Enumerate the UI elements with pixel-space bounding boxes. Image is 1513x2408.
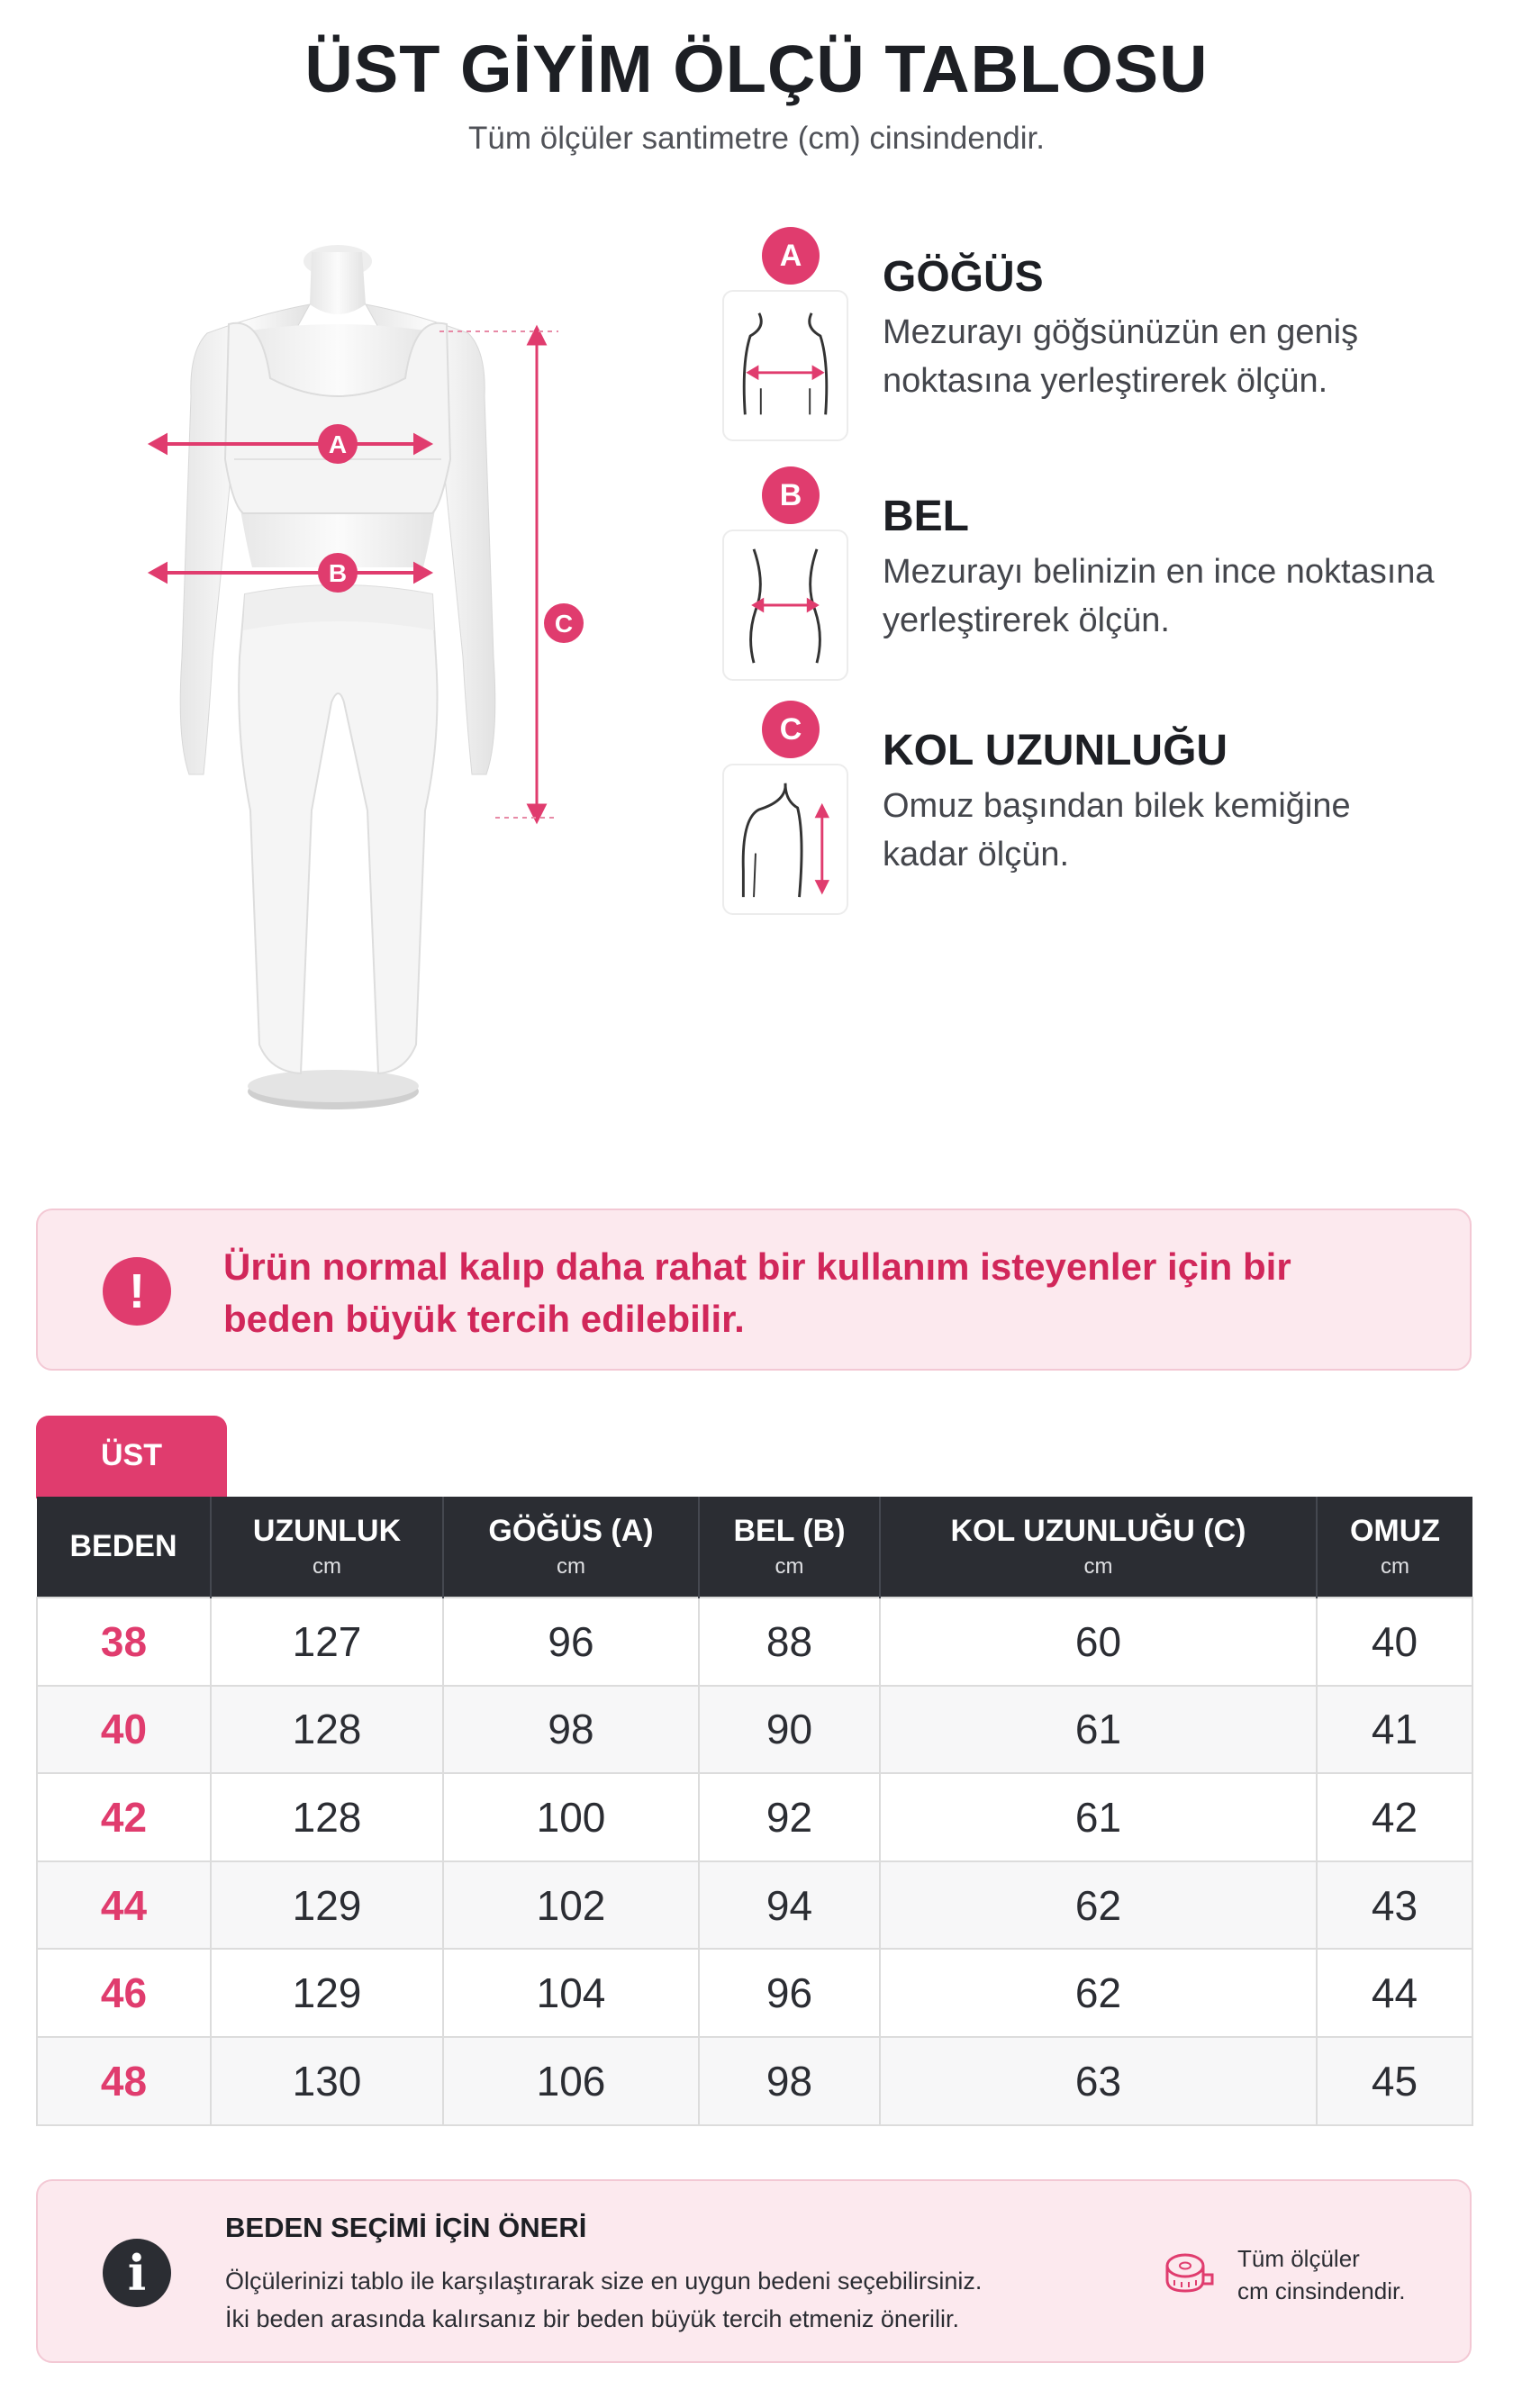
table-row — [37, 2037, 1472, 2125]
size-table — [36, 1497, 1473, 2126]
guide-badge-c: C — [762, 701, 820, 758]
guide-desc-line: yerleştirerek ölçün. — [883, 602, 1170, 639]
notice-line: Ürün normal kalıp daha rahat bir kullanım isteyenler için bir — [223, 1245, 1291, 1288]
table-cell: 102 — [443, 1861, 699, 1950]
table-cell: 63 — [880, 2037, 1317, 2125]
recommendation-title: BEDEN SEÇİMİ İÇİN ÖNERİ — [225, 2212, 587, 2243]
chest-measure-icon — [722, 290, 848, 441]
table-row — [37, 1598, 1472, 1686]
table-cell: 128 — [211, 1686, 443, 1774]
guide-arm — [722, 701, 1461, 917]
guide-desc-line: Omuz başından bilek kemiğine — [883, 787, 1351, 825]
notice-text — [223, 1241, 1421, 1345]
guide-desc-line: Mezurayı göğsünüzün en geniş — [883, 313, 1359, 351]
table-cell: 96 — [699, 1949, 880, 2037]
header-unit: cm — [557, 1554, 585, 1579]
guide-title-waist: BEL — [883, 493, 969, 540]
table-cell: 41 — [1317, 1686, 1472, 1774]
header-unit: cm — [313, 1554, 341, 1579]
recommendation-line: Ölçülerinizi tablo ile karşılaştırarak size en uygun bedeni seçebilirsiniz. — [225, 2268, 983, 2295]
header-label: BEL (B) — [733, 1514, 846, 1548]
header-label: UZUNLUK — [252, 1514, 402, 1548]
table-cell: 42 — [1317, 1773, 1472, 1861]
guide-badge-a: A — [762, 227, 820, 285]
header-bel — [699, 1497, 880, 1598]
arm-length-icon — [722, 764, 848, 915]
page-title: ÜST GİYİM ÖLÇÜ TABLOSU — [304, 32, 1209, 106]
guide-desc-chest — [883, 308, 1477, 405]
header-unit: cm — [775, 1554, 804, 1579]
figure-label-a: A — [328, 430, 348, 458]
guide-title-chest: GÖĞÜS — [883, 253, 1044, 301]
guide-desc-line: noktasına yerleştirerek ölçün. — [883, 362, 1328, 400]
header-label: BEDEN — [69, 1529, 177, 1563]
table-header-row — [37, 1497, 1472, 1598]
size-recommendation — [36, 2179, 1472, 2363]
table-cell: 128 — [211, 1773, 443, 1861]
header-beden — [37, 1497, 211, 1598]
table-cell: 62 — [880, 1949, 1317, 2037]
table-cell: 130 — [211, 2037, 443, 2125]
table-cell: 92 — [699, 1773, 880, 1861]
table-cell: 60 — [880, 1598, 1317, 1686]
header-label: OMUZ — [1349, 1514, 1441, 1548]
table-cell: 104 — [443, 1949, 699, 2037]
table-cell: 45 — [1317, 2037, 1472, 2125]
table-cell: 127 — [211, 1598, 443, 1686]
size-cell: 48 — [37, 2037, 211, 2125]
unit-note-line: cm cinsindendir. — [1237, 2277, 1406, 2304]
guide-desc-line: Mezurayı belinizin en ince noktasına — [883, 553, 1435, 591]
table-cell: 106 — [443, 2037, 699, 2125]
recommendation-line: İki beden arasında kalırsanız bir beden büyük tercih etmeniz önerilir. — [225, 2305, 959, 2332]
measuring-tape-icon — [1164, 2248, 1214, 2298]
size-cell: 40 — [37, 1686, 211, 1774]
table-cell: 40 — [1317, 1598, 1472, 1686]
header-unit: cm — [1083, 1554, 1113, 1579]
table-cell: 61 — [880, 1686, 1317, 1774]
header-unit: cm — [1381, 1554, 1409, 1579]
figure-label-b: B — [328, 559, 348, 587]
table-row — [37, 1773, 1472, 1861]
table-cell: 98 — [699, 2037, 880, 2125]
notice-line: beden büyük tercih edilebilir. — [223, 1298, 745, 1340]
page-subtitle: Tüm ölçüler santimetre (cm) cinsindendir. — [468, 121, 1045, 156]
header-kol-uzunlugu — [880, 1497, 1317, 1598]
guide-badge-b: B — [762, 466, 820, 524]
table-cell: 94 — [699, 1861, 880, 1950]
mannequin-illustration — [135, 234, 603, 1135]
table-cell: 90 — [699, 1686, 880, 1774]
table-cell: 100 — [443, 1773, 699, 1861]
table-cell: 62 — [880, 1861, 1317, 1950]
guide-desc-arm — [883, 782, 1477, 879]
table-cell: 44 — [1317, 1949, 1472, 2037]
table-row — [37, 1861, 1472, 1950]
guide-desc-waist — [883, 548, 1477, 645]
exclamation-icon: ! — [103, 1257, 171, 1326]
size-notice — [36, 1209, 1472, 1371]
unit-note-line: Tüm ölçüler — [1237, 2245, 1360, 2272]
size-cell: 42 — [37, 1773, 211, 1861]
guide-title-arm: KOL UZUNLUĞU — [883, 727, 1228, 774]
recommendation-text — [225, 2262, 982, 2338]
table-row — [37, 1686, 1472, 1774]
header-label: GÖĞÜS (A) — [488, 1514, 654, 1548]
size-cell: 44 — [37, 1861, 211, 1950]
header-label: KOL UZUNLUĞU (C) — [950, 1514, 1246, 1548]
header-omuz — [1317, 1497, 1472, 1598]
figure-label-c: C — [554, 610, 574, 638]
table-cell: 43 — [1317, 1861, 1472, 1950]
table-cell: 88 — [699, 1598, 880, 1686]
table-cell: 96 — [443, 1598, 699, 1686]
info-icon: i — [103, 2239, 171, 2307]
guide-waist — [722, 466, 1461, 683]
header-uzunluk — [211, 1497, 443, 1598]
table-cell: 129 — [211, 1949, 443, 2037]
waist-measure-icon — [722, 530, 848, 681]
size-cell: 38 — [37, 1598, 211, 1686]
tab-ust[interactable]: ÜST — [36, 1416, 227, 1498]
guide-desc-line: kadar ölçün. — [883, 836, 1070, 874]
table-row — [37, 1949, 1472, 2037]
size-cell: 46 — [37, 1949, 211, 2037]
table-cell: 98 — [443, 1686, 699, 1774]
table-cell: 129 — [211, 1861, 443, 1950]
table-cell: 61 — [880, 1773, 1317, 1861]
guide-chest — [722, 227, 1461, 443]
header-gogus — [443, 1497, 699, 1598]
unit-note — [1237, 2242, 1405, 2307]
